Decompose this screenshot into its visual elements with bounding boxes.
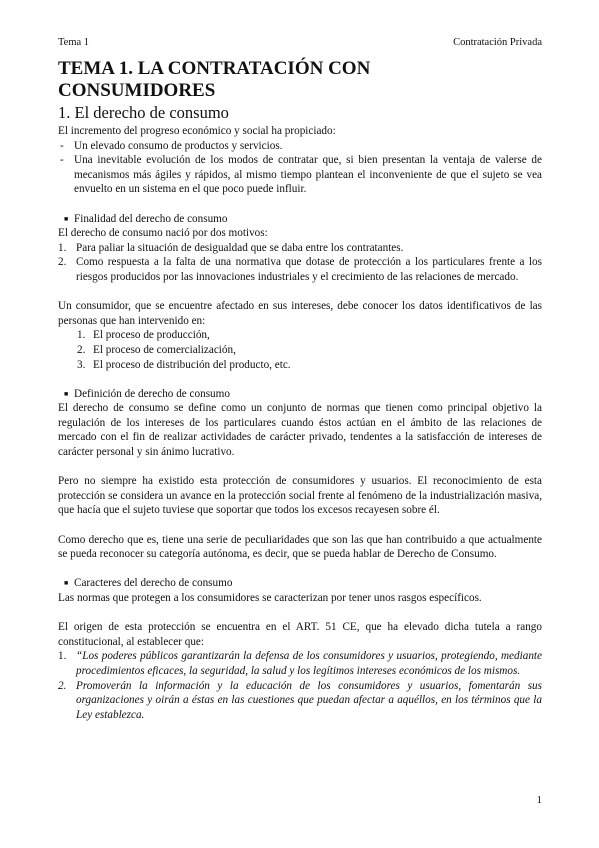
list-item: - Una inevitable evolución de los modos de contratar que, si bien presentan la ventaja de valerse de mecanismos más ágiles y rápidos, al mismo tiempo plantean el inconveniente de que el sujeto se vea envuelto en un sistema en el que poco puede influir. <box>60 154 542 196</box>
list-item: 2. Como respuesta a la falta de una normativa que dotase de protección a los particulares frente a los riesgos producidos por las innovaciones industriales y el crecimiento de las relaciones de mercado. <box>58 256 542 283</box>
document-body <box>58 124 542 722</box>
bullet-heading-definicion: ■ Definición de derecho de consumo <box>64 387 230 400</box>
bullet-icon: ■ <box>64 214 69 223</box>
paragraph-origen: El origen de esta protección se encuentra en el ART. 51 CE, que ha elevado dicha tutela a rango constitucional, al establecer que: <box>58 621 542 648</box>
paragraph-peculiaridades: Como derecho que es, tiene una serie de peculiaridades que son las que han contribuido a que actualmente se pueda reconocer su categoría autónoma, es decir, que se pueda hablar de Derecho de Consumo. <box>58 533 542 561</box>
paragraph-motivos: El derecho de consumo nació por dos motivos: <box>58 227 268 240</box>
list-item: - Un elevado consumo de productos y servicios. <box>60 139 283 152</box>
list-item: 1. “Los poderes públicos garantizarán la defensa de los consumidores y usuarios, protegiendo, mediante procedimientos eficaces, la seguridad, la salud y los legítimos intereses económicos de los mismos. <box>58 650 542 677</box>
bullet-icon: ■ <box>64 389 69 398</box>
paragraph-intro: El incremento del progreso económico y social ha propiciado: <box>58 125 336 137</box>
dash-marker: - <box>60 139 64 152</box>
list-item: 2. El proceso de comercialización, <box>77 343 236 356</box>
document-title: TEMA 1. LA CONTRATACIÓN CON CONSUMIDORES <box>58 58 371 101</box>
header-right: Contratación Privada <box>453 37 542 48</box>
page-number: 1 <box>536 794 542 806</box>
paragraph-proteccion: Pero no siempre ha existido esta protección de consumidores y usuarios. El reconocimiento de esta protección se considera un avance en la protección social frente al fenómeno de la industrialización masiva, que hacía que el sujeto tuviese que soportar que todos los excesos recayesen sobre él. <box>58 475 542 517</box>
bullet-heading-finalidad: ■ Finalidad del derecho de consumo <box>64 212 228 225</box>
header-left: Tema 1 <box>58 37 90 48</box>
paragraph-consumidor: Un consumidor, que se encuentre afectado en sus intereses, debe conocer los datos identificativos de las personas que han intervenido en: <box>58 300 542 327</box>
list-item: 1. El proceso de producción, <box>77 329 210 342</box>
section-heading: 1. El derecho de consumo <box>58 103 229 122</box>
bullet-heading-caracteres: ■ Caracteres del derecho de consumo <box>64 577 233 590</box>
list-item: 1. Para paliar la situación de desigualdad que se daba entre los contratantes. <box>58 241 404 254</box>
bullet-icon: ■ <box>64 579 69 588</box>
paragraph-definicion: El derecho de consumo se define como un conjunto de normas que tienen como principal objetivo la regulación de los intereses de los particulares cuando éstos actúan en el ámbito de las relaciones de mercado con el fin de realizar actividades de carácter privado, tendentes a la satisfacción de intereses de carácter personal y sin ánimo lucrativo. <box>58 402 542 459</box>
dash-marker: - <box>60 154 64 167</box>
list-item: 3. El proceso de distribución del producto, etc. <box>77 358 291 371</box>
paragraph-normas: Las normas que protegen a los consumidores se caracterizan por tener unos rasgos específicos. <box>58 592 482 604</box>
list-item: 2. Promoverán la información y la educación de los consumidores y usuarios, fomentarán sus organizaciones y oirán a éstas en las cuestiones que puedan afectar a aquéllos, en los términos que la Ley establezca. <box>58 679 542 721</box>
